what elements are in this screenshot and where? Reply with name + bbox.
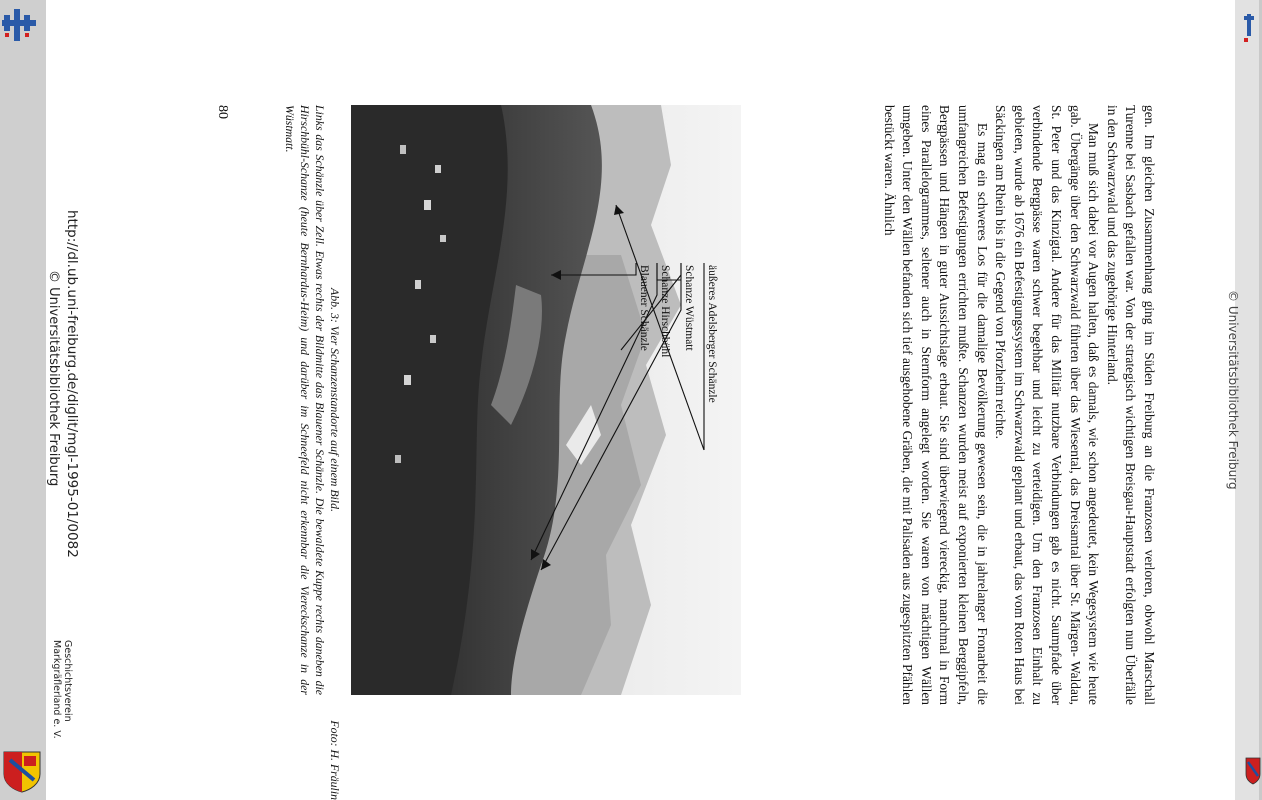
figure-caption bbox=[282, 105, 342, 800]
paragraph-3: Es mag ein schweres Los für die damalige Bevölkerung gewesen sein, die in jahrelanger Fronarbeit die umfangreichen Befestigungen errichten mußte. Schanzen wurden meist auf exponierten kleinen Berggipfeln, Bergpässen und Hängen in guter Aussichtslage erbaut. Sie sind überwiegend viereckig, manchmal in Form eines Parallelogrammes, seltener auch in Sternform angelegt worden. Sie waren von mächtigen Wällen umgeben. Unter den Wällen befanden sich tief ausgehobene Gräben, die mit Palisaden aus zugespitzten Pfählen bestückt waren. Ähnlich bbox=[881, 105, 990, 705]
figure-label-hirschbuehl: Schanze Hirschbühl bbox=[659, 265, 671, 358]
caption-head: Abb. 3: Vier Schanzenstandorte auf einem Bild. bbox=[328, 288, 342, 512]
page-number: 80 bbox=[215, 105, 230, 119]
landscape-photo bbox=[351, 105, 741, 695]
copyright-notice: © Universitätsbibliothek Freiburg bbox=[46, 270, 61, 487]
photo-credit: Foto: H. Fräulin bbox=[328, 720, 342, 800]
coat-of-arms-icon bbox=[2, 750, 42, 794]
verein-label-line1: Geschichtsverein bbox=[62, 640, 73, 722]
paragraph-2: Man muß sich dabei vor Augen halten, daß es damals, wie schon angedeutet, kein Wegesystem wie heute gab. Übergänge über den Schwarzwald führten über das Wiesental, das Dreisamtal über St. Märgen- Waldau, St. Peter und das Kinzigtal. Andere für das Militär nutzbare Verbindungen gab es nicht. Saumpfade über verbindende Bergpässe waren schwer begehbar und leicht zu verteidigen. Um den Franzosen Einhalt zu gebieten, wurde ab 1676 ein Befestigungssystem im Schwarzwald geplant und erbaut, das vom Roten Haus bei Säckingen am Rhein bis in die Gegend von Pforzheim reichte. bbox=[993, 105, 1102, 705]
figure-label-wustmatt: Schanze Wüstmatt bbox=[683, 265, 695, 351]
source-url[interactable]: http://dl.ub.uni-freiburg.de/diglit/mgl-1995-01/0082 bbox=[64, 210, 80, 558]
left-margin-strip bbox=[0, 0, 46, 800]
photo-illustration bbox=[351, 105, 741, 695]
rotated-page-content bbox=[46, 0, 1240, 800]
scanned-page[interactable] bbox=[46, 0, 1240, 800]
verein-label-line2: Markgräflerland e. V. bbox=[51, 640, 62, 739]
figure-label-adelsberg: äußeres Adelsberger Schänzle bbox=[706, 265, 718, 403]
right-ub-logo-icon bbox=[1242, 14, 1256, 44]
right-seal-icon bbox=[1244, 756, 1262, 786]
paragraph-1: gen. Im gleichen Zusammenhang ging im Süden Freiburg an die Franzosen verloren, obwohl Marschall Turenne bei Sasbach gefallen war. Von der strategisch wichtigen Breisgau-Hauptstadt erfolgten nun Überfälle in den Schwarzwald und das zugehörige Hinterland. bbox=[1104, 105, 1157, 705]
ub-freiburg-logo-icon bbox=[0, 6, 40, 46]
top-copyright-label: © Universitätsbibliothek Freiburg bbox=[1226, 290, 1240, 490]
body-text bbox=[879, 105, 1158, 705]
caption-body: Links das Schänzle über Zell. Etwas rechts der Bildmitte das Blauener Schänzle. Die bewaldete Kuppe rechts daneben die Hirschbühl-Schanze (heute Bernhardus-Heim) und darüber im Schneefeld nicht erkennbar die Viereckschanze in der Wüstmatt. bbox=[283, 105, 327, 695]
figure-label-blauen: Blauener Schänzle bbox=[638, 265, 650, 351]
verein-label bbox=[51, 640, 73, 739]
